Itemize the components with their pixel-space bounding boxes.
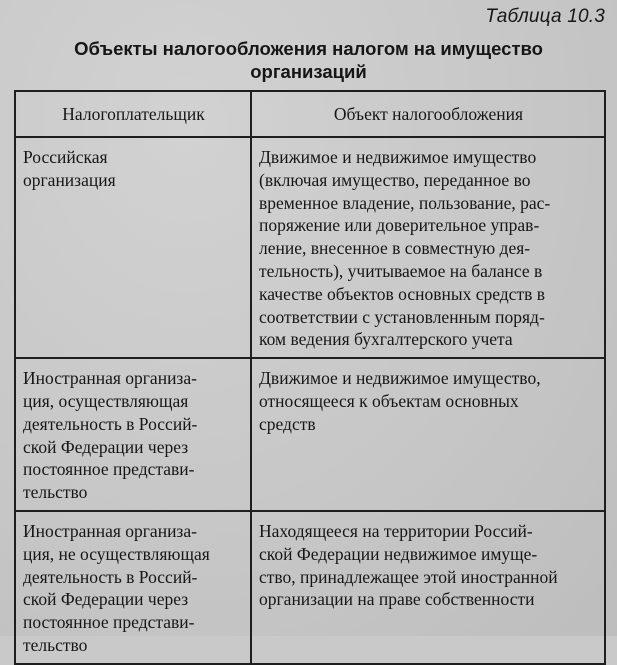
tax-object-text: Находящееся на территории Россий- ской Федерации недвижимое имуще- ство, принадлежащее этой иностранной организации на праве собственности — [259, 520, 558, 610]
table-title-line-2: организаций — [250, 61, 367, 82]
table-row — [15, 511, 605, 664]
table-title — [0, 37, 617, 83]
taxpayer-text: Иностранная организа- ция, не осуществляющая деятельность в Россий- ской Федерации через постоянное представи- тельство — [23, 520, 210, 655]
table-caption: Таблица 10.3 — [485, 6, 605, 27]
taxpayer-cell — [15, 358, 251, 511]
tax-object-cell — [251, 511, 605, 664]
taxpayer-text: Иностранная организа- ция, осуществляющая деятельность в Россий- ской Федерации через постоянное представи- тельство — [23, 368, 198, 503]
tax-object-cell — [251, 137, 605, 358]
table-header-row — [15, 91, 605, 137]
tax-object-text: Движимое и недвижимое имущество, относящееся к объектам основных средств — [259, 368, 541, 434]
table-row — [15, 137, 605, 358]
table-row — [15, 358, 605, 511]
table-title-line-1: Объекты налогообложения налогом на имущество — [74, 38, 543, 59]
tax-object-cell — [251, 358, 605, 511]
header-tax-object: Объект налогообложения — [251, 91, 605, 137]
taxpayer-cell — [15, 511, 251, 664]
header-taxpayer: Налогоплательщик — [15, 91, 251, 137]
taxpayer-text: Российская организация — [23, 147, 116, 190]
tax-object-text: Движимое и недвижимое имущество (включая имущество, переданное во временное владение, пользование, рас- поряжение или доверительное управ- ление, внесенное в совместную дея- тельность), учитываемое на балансе в качестве объектов основных средств в соответствии с установленным поряд- ком ведения бухгалтерского учета — [259, 147, 551, 350]
taxpayer-cell — [15, 137, 251, 358]
tax-objects-table — [14, 90, 606, 665]
